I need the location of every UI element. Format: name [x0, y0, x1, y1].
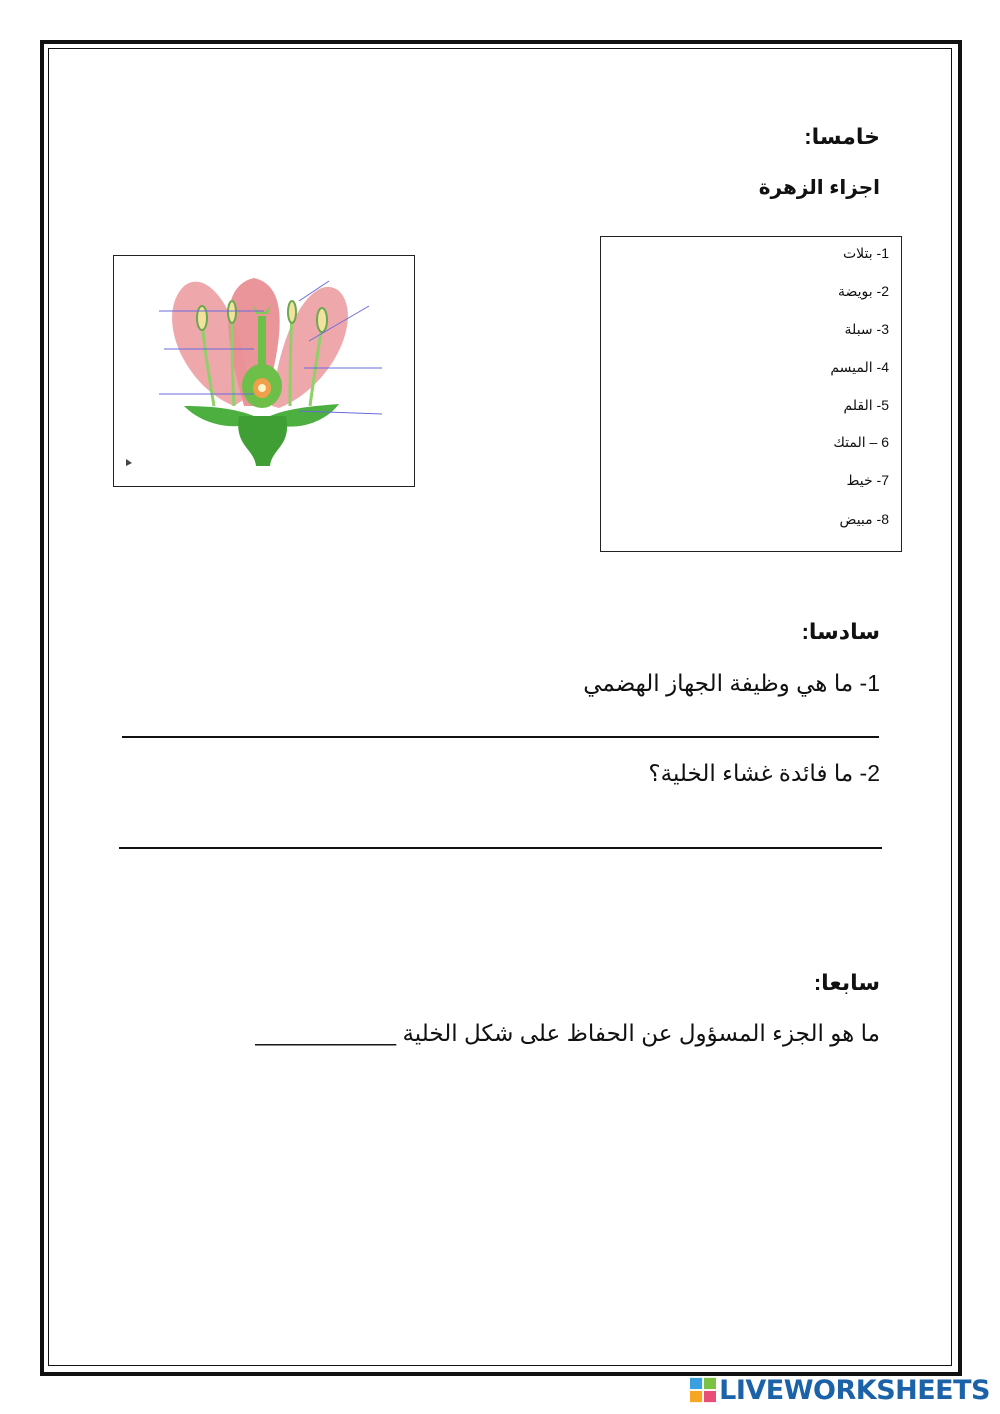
section5-heading: خامسا: — [804, 124, 880, 149]
flower-diagram-illustration — [114, 256, 414, 486]
word-bank-item: 7- خيط — [846, 472, 889, 488]
section6-heading: سادسا: — [801, 619, 880, 644]
word-bank-item: 5- القلم — [843, 397, 889, 413]
word-bank-box — [600, 236, 902, 552]
answer-line-1[interactable] — [122, 736, 879, 738]
answer-line-2[interactable] — [119, 847, 882, 849]
brand-name: LIVEWORKSHEETS — [719, 1374, 990, 1406]
word-bank-item: 3- سبلة — [844, 321, 889, 337]
word-bank-item: 1- بتلات — [842, 245, 889, 261]
word-bank-item: 6 – المتك — [833, 434, 889, 450]
question-cell-membrane: 2- ما فائدة غشاء الخلية؟ — [648, 760, 880, 786]
word-bank-item: 2- بويضة — [837, 283, 889, 299]
liveworksheets-brand — [690, 1374, 990, 1406]
liveworksheets-logo-icon — [690, 1377, 716, 1403]
word-bank-item: 4- الميسم — [830, 359, 889, 375]
flower-diagram — [113, 255, 415, 487]
section7-heading: سابعا: — [813, 970, 880, 995]
section5-subheading: اجزاء الزهرة — [758, 177, 880, 199]
word-bank-item: 8- مبيض — [839, 511, 889, 527]
question-cell-shape: ما هو الجزء المسؤول عن الحفاظ على شكل الخلية ___________ — [255, 1020, 880, 1046]
question-digestive-system: 1- ما هي وظيفة الجهاز الهضمي — [583, 670, 880, 696]
